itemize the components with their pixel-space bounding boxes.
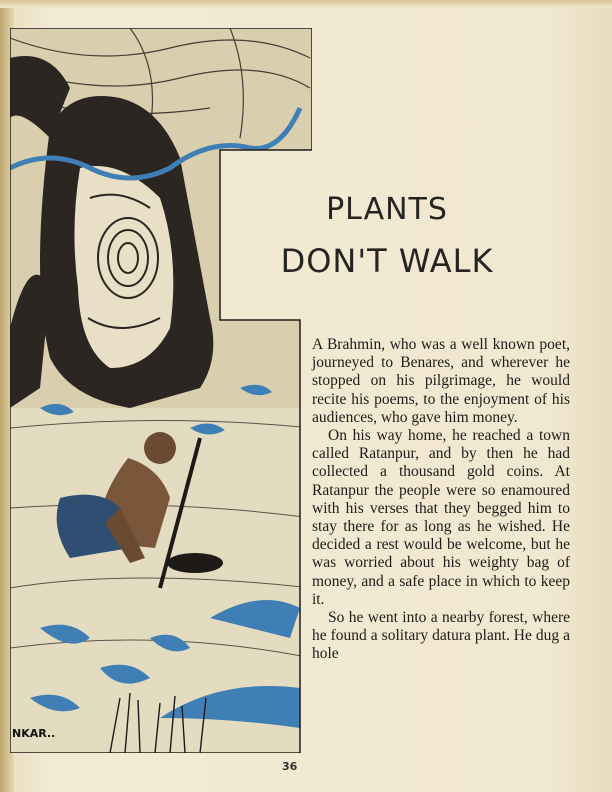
story-title-line1: PLANTS	[326, 192, 448, 227]
story-title-line2: DON'T WALK	[280, 242, 494, 280]
page-top-edge	[0, 0, 612, 8]
story-paragraph: On his way home, he reached a town called Ratanpur, and by then he had collected a thousand gold coins. At Ratanpur the people were so enamoured with his verses that they begged him to stay there for as long as he wished. He decided a rest would be welcome, but he was worried about his weighty bag of money, and a safe place in which to keep it.	[312, 427, 570, 608]
page-number: 36	[282, 760, 298, 773]
story-paragraph: A Brahmin, who was a well known poet, journeyed to Benares, and wherever he stopped on his pilgrimage, he would recite his poems, to the enjoyment of his audiences, who gave him money.	[312, 336, 570, 426]
artist-signature: NKAR..	[12, 727, 56, 740]
story-paragraph: So he went into a nearby forest, where he found a solitary datura plant. He dug a hole	[312, 609, 570, 663]
story-body	[312, 336, 570, 664]
story-illustration	[10, 28, 312, 753]
